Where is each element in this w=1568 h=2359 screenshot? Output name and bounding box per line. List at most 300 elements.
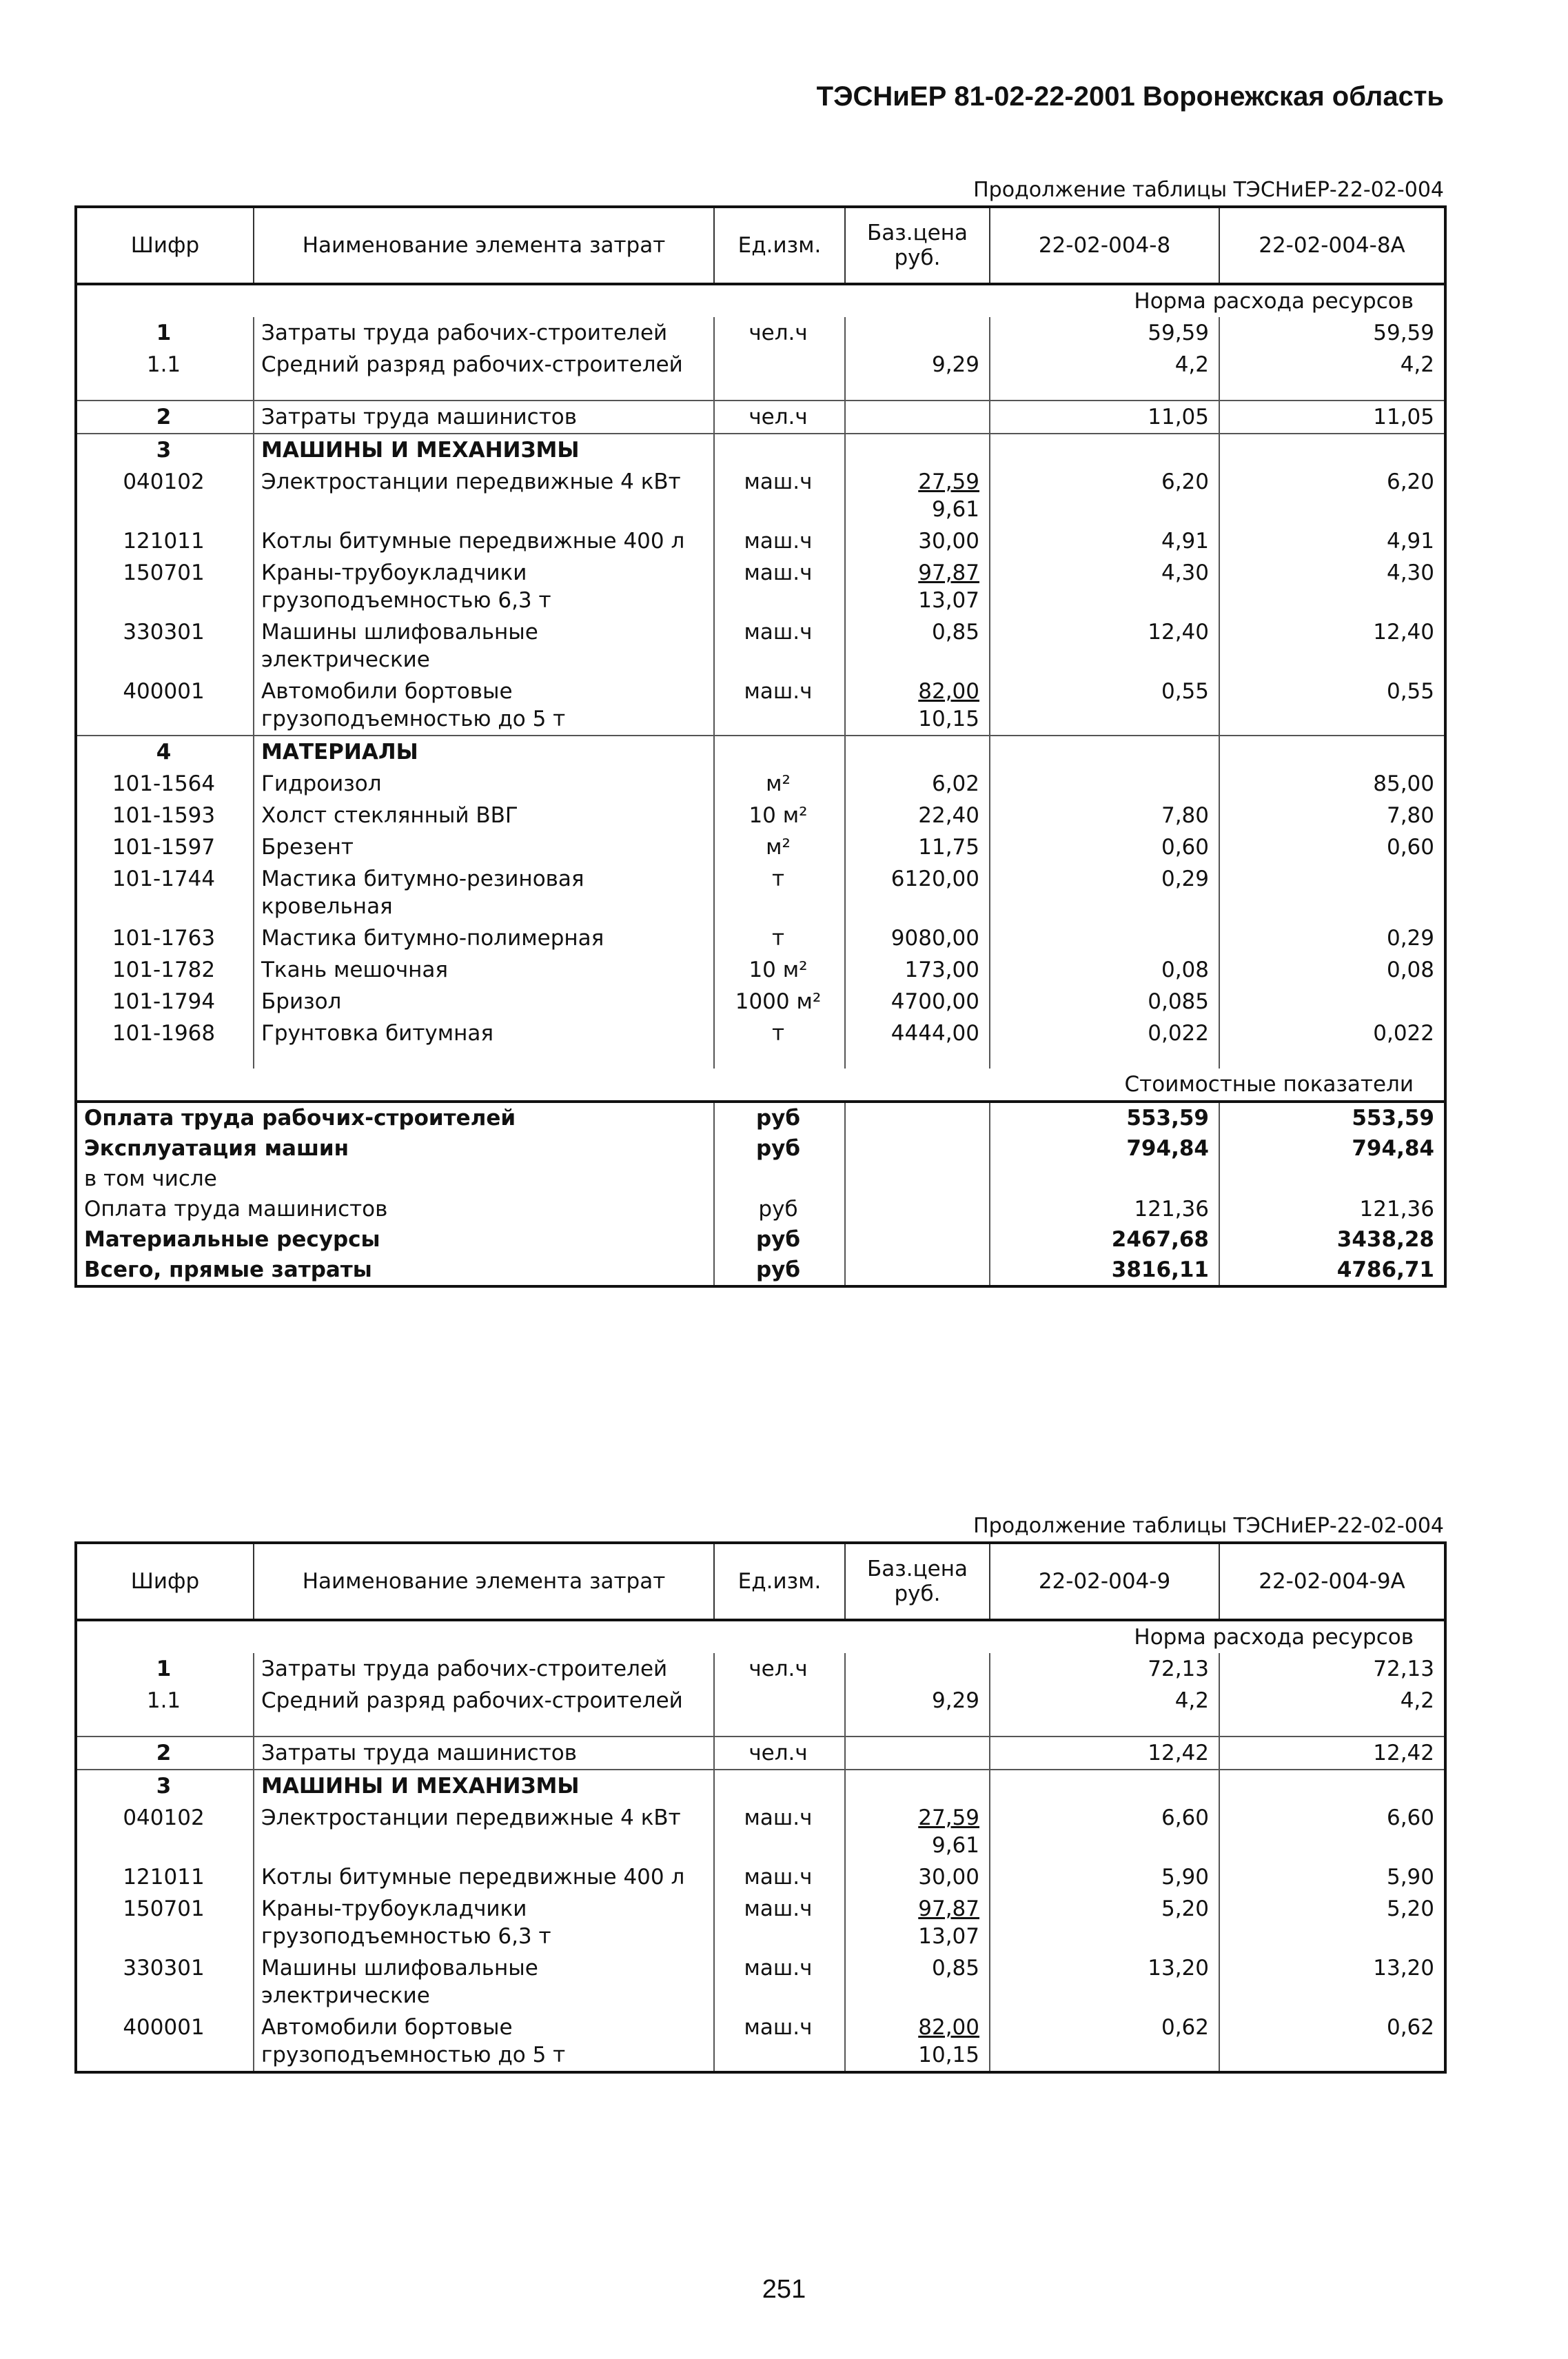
total-row xyxy=(76,1194,1445,1224)
empty-cell xyxy=(76,381,254,401)
empty-cell xyxy=(845,1224,990,1255)
empty-cell xyxy=(1219,434,1445,466)
resource-base-price xyxy=(845,349,990,381)
resource-base-price xyxy=(845,1017,990,1049)
empty-cell xyxy=(845,434,990,466)
total-row xyxy=(76,1133,1445,1164)
resource-norm-value-2: 12,42 xyxy=(1219,1737,1445,1770)
empty-cell xyxy=(845,736,990,768)
col-header-unit: Ед.изм. xyxy=(714,1543,845,1620)
norm-band xyxy=(76,1620,1445,1653)
resource-row xyxy=(76,1653,1445,1685)
resource-code: 101-1597 xyxy=(76,831,254,863)
empty-cell xyxy=(254,1717,714,1737)
norm-band-label: Норма расхода ресурсов xyxy=(254,1620,1445,1653)
resource-name: Гидроизол xyxy=(254,768,714,800)
spacer-row xyxy=(76,1049,1445,1069)
resource-unit: чел.ч xyxy=(714,1737,845,1770)
resource-row xyxy=(76,1685,1445,1717)
empty-cell xyxy=(845,1164,990,1194)
total-value-2: 553,59 xyxy=(1219,1102,1445,1133)
resource-base-price xyxy=(845,922,990,954)
resource-row xyxy=(76,557,1445,616)
resource-base-price xyxy=(845,616,990,676)
section-number: 3 xyxy=(76,1770,254,1802)
base-price-value: 22,40 xyxy=(918,803,979,828)
resource-row xyxy=(76,800,1445,831)
section-heading-row xyxy=(76,736,1445,768)
empty-cell xyxy=(1219,1717,1445,1737)
resource-base-price xyxy=(845,557,990,616)
resource-unit: маш.ч xyxy=(714,1952,845,2012)
resource-code: 1.1 xyxy=(76,349,254,381)
empty-cell xyxy=(1219,1049,1445,1069)
col-header-code: Шифр xyxy=(76,1543,254,1620)
section-number: 4 xyxy=(76,736,254,768)
total-label: Материальные ресурсы xyxy=(76,1224,714,1255)
resource-norm-value-1: 11,05 xyxy=(990,401,1219,434)
resource-unit: м² xyxy=(714,768,845,800)
table1-continued-caption: Продолжение таблицы ТЭСНиЕР-22-02-004 xyxy=(973,178,1444,202)
empty-cell xyxy=(990,736,1219,768)
col-header-norm-1: 22-02-004-9 xyxy=(990,1543,1219,1620)
empty-cell xyxy=(990,1717,1219,1737)
total-unit xyxy=(714,1164,845,1194)
total-value-2: 121,36 xyxy=(1219,1194,1445,1224)
resource-base-price xyxy=(845,986,990,1017)
base-price-value: 82,00 xyxy=(918,2015,979,2040)
resource-base-price xyxy=(845,401,990,434)
resource-norm-value-2 xyxy=(1219,863,1445,922)
page-number: 251 xyxy=(762,2275,806,2304)
resource-row xyxy=(76,1017,1445,1049)
resource-base-price xyxy=(845,831,990,863)
resource-norm-value-2: 0,60 xyxy=(1219,831,1445,863)
resource-row xyxy=(76,954,1445,986)
resource-name: Котлы битумные передвижные 400 л xyxy=(254,1861,714,1893)
resource-row xyxy=(76,525,1445,557)
resource-norm-value-1: 0,085 xyxy=(990,986,1219,1017)
resource-norm-value-2: 6,20 xyxy=(1219,466,1445,525)
resource-code: 040102 xyxy=(76,466,254,525)
cost-band-label: Стоимостные показатели xyxy=(254,1069,1445,1102)
total-value-2: 4786,71 xyxy=(1219,1255,1445,1286)
resource-norm-value-2: 5,90 xyxy=(1219,1861,1445,1893)
resource-base-price xyxy=(845,1737,990,1770)
base-price-labor-component: 9,61 xyxy=(931,497,979,522)
base-price-labor-component: 13,07 xyxy=(918,1924,979,1949)
resource-norm-value-1: 0,62 xyxy=(990,2012,1219,2072)
resource-norm-value-1: 5,20 xyxy=(990,1893,1219,1952)
empty-cell xyxy=(714,1049,845,1069)
resource-norm-value-2: 85,00 xyxy=(1219,768,1445,800)
resource-norm-value-2: 12,40 xyxy=(1219,616,1445,676)
resource-row xyxy=(76,676,1445,736)
empty-cell xyxy=(845,1194,990,1224)
resource-norm-value-1: 72,13 xyxy=(990,1653,1219,1685)
resource-row xyxy=(76,986,1445,1017)
resource-norm-value-2: 0,29 xyxy=(1219,922,1445,954)
section-title: МАШИНЫ И МЕХАНИЗМЫ xyxy=(254,1770,714,1802)
empty-cell xyxy=(990,1770,1219,1802)
resource-base-price xyxy=(845,1893,990,1952)
resource-row xyxy=(76,831,1445,863)
base-price-value: 9,29 xyxy=(931,352,979,377)
resource-unit: т xyxy=(714,1017,845,1049)
resource-code: 101-1744 xyxy=(76,863,254,922)
resource-unit: т xyxy=(714,863,845,922)
resource-unit: маш.ч xyxy=(714,466,845,525)
col-header-unit: Ед.изм. xyxy=(714,207,845,284)
resource-base-price xyxy=(845,466,990,525)
resource-code: 1 xyxy=(76,317,254,349)
resource-unit: чел.ч xyxy=(714,317,845,349)
resource-code: 2 xyxy=(76,1737,254,1770)
resource-norm-value-1: 13,20 xyxy=(990,1952,1219,2012)
resource-unit: чел.ч xyxy=(714,1653,845,1685)
resource-unit: 1000 м² xyxy=(714,986,845,1017)
resource-base-price xyxy=(845,525,990,557)
resource-code: 121011 xyxy=(76,525,254,557)
resource-unit xyxy=(714,349,845,381)
total-unit: руб xyxy=(714,1224,845,1255)
resource-norm-value-2: 4,2 xyxy=(1219,349,1445,381)
empty-cell xyxy=(990,381,1219,401)
empty-cell xyxy=(714,434,845,466)
resource-norm-value-2: 4,30 xyxy=(1219,557,1445,616)
resource-norm-value-2: 0,08 xyxy=(1219,954,1445,986)
norm-band-label: Норма расхода ресурсов xyxy=(254,284,1445,317)
resource-name: Брезент xyxy=(254,831,714,863)
resource-name: Электростанции передвижные 4 кВт xyxy=(254,1802,714,1861)
base-price-value: 4444,00 xyxy=(890,1021,979,1046)
band-spacer xyxy=(76,284,254,317)
base-price-value: 173,00 xyxy=(904,958,979,982)
resource-norm-value-1: 12,40 xyxy=(990,616,1219,676)
resource-code: 101-1593 xyxy=(76,800,254,831)
total-row xyxy=(76,1224,1445,1255)
resource-base-price xyxy=(845,800,990,831)
resource-norm-value-1: 4,91 xyxy=(990,525,1219,557)
resource-row xyxy=(76,1861,1445,1893)
resource-name: Автомобили бортовые грузоподъемностью до 5 т xyxy=(254,2012,714,2072)
resource-norm-value-1: 6,20 xyxy=(990,466,1219,525)
resource-base-price xyxy=(845,863,990,922)
resource-name: Затраты труда машинистов xyxy=(254,401,714,434)
resource-norm-value-2: 0,62 xyxy=(1219,2012,1445,2072)
resource-norm-value-1: 4,2 xyxy=(990,349,1219,381)
resource-name: Мастика битумно-резиновая кровельная xyxy=(254,863,714,922)
resource-norm-value-2 xyxy=(1219,986,1445,1017)
resource-norm-value-1: 0,022 xyxy=(990,1017,1219,1049)
base-price-value: 11,75 xyxy=(918,835,979,860)
empty-cell xyxy=(714,381,845,401)
base-price-labor-component: 13,07 xyxy=(918,588,979,613)
resource-norm-value-2: 72,13 xyxy=(1219,1653,1445,1685)
resource-name: Машины шлифовальные электрические xyxy=(254,1952,714,2012)
resource-row xyxy=(76,863,1445,922)
resource-name: Котлы битумные передвижные 400 л xyxy=(254,525,714,557)
resource-row xyxy=(76,401,1445,434)
page-header-title: ТЭСНиЕР 81-02-22-2001 Воронежская область xyxy=(816,81,1444,112)
empty-cell xyxy=(990,434,1219,466)
total-label: Оплата труда машинистов xyxy=(76,1194,714,1224)
resource-code: 330301 xyxy=(76,616,254,676)
resource-norm-value-1 xyxy=(990,922,1219,954)
band-spacer xyxy=(76,1620,254,1653)
total-value-1 xyxy=(990,1164,1219,1194)
resource-code: 330301 xyxy=(76,1952,254,2012)
resource-row xyxy=(76,1737,1445,1770)
col-header-price: Баз.цена руб. xyxy=(845,1543,990,1620)
resource-base-price xyxy=(845,676,990,736)
empty-cell xyxy=(714,1717,845,1737)
resource-code: 1 xyxy=(76,1653,254,1685)
resource-unit: 10 м² xyxy=(714,800,845,831)
empty-cell xyxy=(845,1133,990,1164)
base-price-labor-component: 10,15 xyxy=(918,2043,979,2067)
total-unit: руб xyxy=(714,1194,845,1224)
total-value-2: 794,84 xyxy=(1219,1133,1445,1164)
resource-unit xyxy=(714,1685,845,1717)
resource-row xyxy=(76,466,1445,525)
resource-name: Бризол xyxy=(254,986,714,1017)
empty-cell xyxy=(845,1717,990,1737)
resource-unit: маш.ч xyxy=(714,1861,845,1893)
resource-unit: чел.ч xyxy=(714,401,845,434)
total-value-1: 121,36 xyxy=(990,1194,1219,1224)
total-row xyxy=(76,1255,1445,1286)
cost-band xyxy=(76,1069,1445,1102)
resource-name: Затраты труда машинистов xyxy=(254,1737,714,1770)
resource-row xyxy=(76,768,1445,800)
resource-base-price xyxy=(845,768,990,800)
resource-base-price xyxy=(845,1653,990,1685)
resource-name: Затраты труда рабочих-строителей xyxy=(254,317,714,349)
col-header-norm-2: 22-02-004-9А xyxy=(1219,1543,1445,1620)
resource-norm-value-1: 0,08 xyxy=(990,954,1219,986)
resource-code: 101-1968 xyxy=(76,1017,254,1049)
empty-cell xyxy=(845,381,990,401)
total-row xyxy=(76,1102,1445,1133)
resource-norm-value-1: 0,55 xyxy=(990,676,1219,736)
band-spacer xyxy=(76,1069,254,1102)
base-price-value: 82,00 xyxy=(918,679,979,704)
resource-norm-value-2: 5,20 xyxy=(1219,1893,1445,1952)
resource-norm-value-2: 0,022 xyxy=(1219,1017,1445,1049)
base-price-value: 4700,00 xyxy=(890,989,979,1014)
resource-row xyxy=(76,2012,1445,2072)
resource-code: 1.1 xyxy=(76,1685,254,1717)
resource-name: Мастика битумно-полимерная xyxy=(254,922,714,954)
resource-norm-value-1: 0,29 xyxy=(990,863,1219,922)
base-price-value: 9,29 xyxy=(931,1688,979,1713)
resource-name: Ткань мешочная xyxy=(254,954,714,986)
resource-unit: маш.ч xyxy=(714,2012,845,2072)
resource-unit: маш.ч xyxy=(714,557,845,616)
empty-cell xyxy=(254,1049,714,1069)
total-value-2: 3438,28 xyxy=(1219,1224,1445,1255)
norm-band xyxy=(76,284,1445,317)
resource-code: 400001 xyxy=(76,676,254,736)
base-price-value: 0,85 xyxy=(931,620,979,645)
resource-code: 040102 xyxy=(76,1802,254,1861)
base-price-value: 6120,00 xyxy=(890,867,979,891)
resource-row xyxy=(76,1893,1445,1952)
resource-norm-value-1: 4,30 xyxy=(990,557,1219,616)
section-heading-row xyxy=(76,1770,1445,1802)
empty-cell xyxy=(1219,1770,1445,1802)
total-value-1: 3816,11 xyxy=(990,1255,1219,1286)
resource-norm-value-1: 12,42 xyxy=(990,1737,1219,1770)
empty-cell xyxy=(76,1717,254,1737)
total-unit: руб xyxy=(714,1255,845,1286)
resource-name: Краны-трубоукладчики грузоподъемностью 6,3 т xyxy=(254,557,714,616)
total-label: Всего, прямые затраты xyxy=(76,1255,714,1286)
resource-norm-value-1: 7,80 xyxy=(990,800,1219,831)
resource-base-price xyxy=(845,1802,990,1861)
section-number: 3 xyxy=(76,434,254,466)
total-value-2 xyxy=(1219,1164,1445,1194)
resource-row xyxy=(76,616,1445,676)
resource-code: 101-1782 xyxy=(76,954,254,986)
resource-unit: маш.ч xyxy=(714,616,845,676)
resource-name: Холст стеклянный ВВГ xyxy=(254,800,714,831)
base-price-value: 0,85 xyxy=(931,1956,979,1981)
resource-base-price xyxy=(845,1952,990,2012)
empty-cell xyxy=(845,1255,990,1286)
section-title: МАТЕРИАЛЫ xyxy=(254,736,714,768)
base-price-value: 6,02 xyxy=(931,771,979,796)
base-price-labor-component: 9,61 xyxy=(931,1833,979,1858)
table2-continued-caption: Продолжение таблицы ТЭСНиЕР-22-02-004 xyxy=(973,1514,1444,1538)
base-price-value: 9080,00 xyxy=(890,926,979,951)
resource-norm-value-2: 7,80 xyxy=(1219,800,1445,831)
resource-name: Краны-трубоукладчики грузоподъемностью 6,3 т xyxy=(254,1893,714,1952)
col-header-price: Баз.цена руб. xyxy=(845,207,990,284)
total-unit: руб xyxy=(714,1102,845,1133)
resource-norm-value-2: 6,60 xyxy=(1219,1802,1445,1861)
resource-base-price xyxy=(845,1685,990,1717)
resource-name: Грунтовка битумная xyxy=(254,1017,714,1049)
resource-unit: маш.ч xyxy=(714,1893,845,1952)
resource-row xyxy=(76,317,1445,349)
col-header-name: Наименование элемента затрат xyxy=(254,1543,714,1620)
resource-unit: маш.ч xyxy=(714,1802,845,1861)
resource-base-price xyxy=(845,1861,990,1893)
resource-code: 101-1564 xyxy=(76,768,254,800)
resource-norm-value-2: 13,20 xyxy=(1219,1952,1445,2012)
section-title: МАШИНЫ И МЕХАНИЗМЫ xyxy=(254,434,714,466)
spacer-row xyxy=(76,1717,1445,1737)
resource-code: 150701 xyxy=(76,1893,254,1952)
resource-row xyxy=(76,349,1445,381)
resource-name: Автомобили бортовые грузоподъемностью до 5 т xyxy=(254,676,714,736)
resource-norm-value-1: 5,90 xyxy=(990,1861,1219,1893)
total-label: Оплата труда рабочих-строителей xyxy=(76,1102,714,1133)
col-header-name: Наименование элемента затрат xyxy=(254,207,714,284)
base-price-value: 97,87 xyxy=(918,560,979,585)
empty-cell xyxy=(76,1049,254,1069)
resource-table-1 xyxy=(74,205,1447,1288)
resource-norm-value-2: 0,55 xyxy=(1219,676,1445,736)
resource-table-2 xyxy=(74,1541,1447,2074)
empty-cell xyxy=(1219,736,1445,768)
empty-cell xyxy=(714,1770,845,1802)
resource-unit: маш.ч xyxy=(714,525,845,557)
table1-header-row xyxy=(76,207,1445,284)
table2-header-row xyxy=(76,1543,1445,1620)
base-price-labor-component: 10,15 xyxy=(918,707,979,731)
resource-row xyxy=(76,922,1445,954)
total-label: в том числе xyxy=(76,1164,714,1194)
empty-cell xyxy=(714,736,845,768)
base-price-value: 30,00 xyxy=(918,1865,979,1890)
resource-name: Средний разряд рабочих-строителей xyxy=(254,349,714,381)
resource-unit: т xyxy=(714,922,845,954)
total-unit: руб xyxy=(714,1133,845,1164)
resource-unit: 10 м² xyxy=(714,954,845,986)
resource-code: 2 xyxy=(76,401,254,434)
resource-code: 101-1794 xyxy=(76,986,254,1017)
section-heading-row xyxy=(76,434,1445,466)
resource-norm-value-2: 4,91 xyxy=(1219,525,1445,557)
empty-cell xyxy=(845,1102,990,1133)
empty-cell xyxy=(990,1049,1219,1069)
resource-norm-value-1: 4,2 xyxy=(990,1685,1219,1717)
resource-base-price xyxy=(845,317,990,349)
resource-unit: маш.ч xyxy=(714,676,845,736)
col-header-code: Шифр xyxy=(76,207,254,284)
base-price-value: 30,00 xyxy=(918,529,979,554)
base-price-value: 27,59 xyxy=(918,1805,979,1830)
resource-base-price xyxy=(845,2012,990,2072)
resource-name: Электростанции передвижные 4 кВт xyxy=(254,466,714,525)
resource-norm-value-2: 4,2 xyxy=(1219,1685,1445,1717)
total-value-1: 553,59 xyxy=(990,1102,1219,1133)
resource-norm-value-2: 11,05 xyxy=(1219,401,1445,434)
resource-norm-value-1 xyxy=(990,768,1219,800)
col-header-norm-1: 22-02-004-8 xyxy=(990,207,1219,284)
total-value-1: 794,84 xyxy=(990,1133,1219,1164)
resource-norm-value-1: 0,60 xyxy=(990,831,1219,863)
resource-row xyxy=(76,1802,1445,1861)
col-header-norm-2: 22-02-004-8А xyxy=(1219,207,1445,284)
spacer-row xyxy=(76,381,1445,401)
resource-row xyxy=(76,1952,1445,2012)
resource-name: Машины шлифовальные электрические xyxy=(254,616,714,676)
resource-code: 150701 xyxy=(76,557,254,616)
total-label: Эксплуатация машин xyxy=(76,1133,714,1164)
empty-cell xyxy=(1219,381,1445,401)
total-row xyxy=(76,1164,1445,1194)
resource-name: Затраты труда рабочих-строителей xyxy=(254,1653,714,1685)
resource-norm-value-1: 59,59 xyxy=(990,317,1219,349)
total-value-1: 2467,68 xyxy=(990,1224,1219,1255)
resource-code: 400001 xyxy=(76,2012,254,2072)
resource-code: 121011 xyxy=(76,1861,254,1893)
base-price-value: 97,87 xyxy=(918,1896,979,1921)
resource-base-price xyxy=(845,954,990,986)
resource-norm-value-1: 6,60 xyxy=(990,1802,1219,1861)
empty-cell xyxy=(845,1049,990,1069)
resource-code: 101-1763 xyxy=(76,922,254,954)
resource-unit: м² xyxy=(714,831,845,863)
resource-name: Средний разряд рабочих-строителей xyxy=(254,1685,714,1717)
resource-norm-value-2: 59,59 xyxy=(1219,317,1445,349)
empty-cell xyxy=(254,381,714,401)
base-price-value: 27,59 xyxy=(918,469,979,494)
